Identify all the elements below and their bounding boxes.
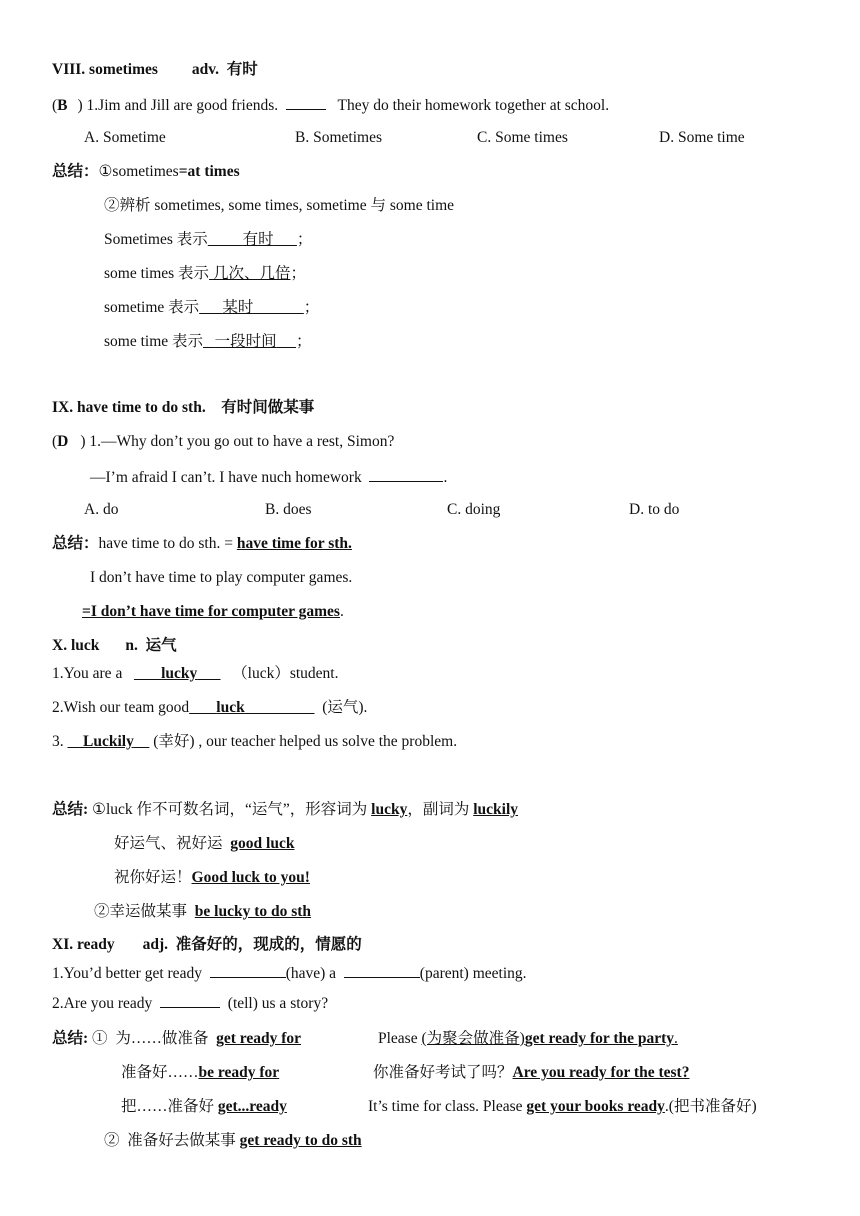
answer-letter: D (57, 433, 69, 450)
example-bold: get your books ready (526, 1098, 665, 1115)
question-8-1: (B ) 1.Jim and Jill are good friends. They do their homework together at school. (52, 94, 609, 116)
question-text: 1.You’d better get ready (52, 965, 202, 982)
option-c: C. Some times (477, 129, 568, 146)
meaning-end: ； (296, 231, 313, 248)
question-text: (tell) us a story? (227, 995, 329, 1012)
example-bold: Are you ready for the test? (512, 1064, 690, 1081)
heading-word: XI. ready (52, 936, 115, 953)
phrase-chinese: 准备好去做某事 (127, 1132, 236, 1149)
option-a: A. do (84, 501, 119, 518)
meaning-word: sometime 表示 (104, 299, 200, 316)
example-end: .(把书准备好) (664, 1098, 757, 1115)
phrase-chinese: 好运气、祝好运 (114, 835, 223, 852)
section-9-heading (52, 398, 314, 418)
question-11-1 (52, 962, 527, 984)
answer-filled (189, 699, 314, 716)
meaning-text: 有时 (242, 231, 274, 248)
example-11-2 (373, 1063, 689, 1083)
section-10-heading (52, 636, 177, 656)
summary-10-1 (52, 800, 518, 820)
summary-11-4 (104, 1131, 362, 1151)
summary-bold: luckily (473, 801, 519, 818)
summary-number: ② (104, 1132, 120, 1149)
example-sentence: I don’t have time to play computer games. (90, 569, 353, 586)
question-text: (have) a (285, 965, 337, 982)
meaning-answer (199, 299, 304, 316)
option-b: B. does (265, 501, 312, 518)
question-text: —I’m afraid I can’t. I have nuch homework (90, 469, 362, 486)
meaning-end: ； (290, 265, 306, 282)
question-text: ) 1.Jim and Jill are good friends. (77, 97, 279, 114)
meaning-word: some times 表示 (104, 265, 210, 282)
summary-8-2: ②辨析 sometimes, some times, sometime 与 some time (104, 197, 455, 214)
meaning-answer (208, 231, 297, 248)
question-text: 2.Wish our team good (52, 699, 190, 716)
summary-text: ①sometimes (98, 163, 179, 180)
meaning-answer (209, 265, 290, 282)
summary-text: have time to do sth. = (98, 535, 237, 552)
meaning-word: Sometimes 表示 (104, 231, 208, 248)
question-10-1 (52, 664, 338, 684)
example-text: It’s time for class. Please (368, 1098, 527, 1115)
meaning-row (104, 332, 312, 352)
option-c: C. doing (447, 501, 501, 518)
meaning-text: 某时 (222, 299, 254, 316)
meaning-row (104, 298, 319, 318)
phrase-english: be lucky to do sth (194, 903, 312, 920)
phrase-be-lucky (94, 902, 311, 922)
summary-label: 总结： (52, 163, 99, 180)
meaning-text: 几次、几倍 (212, 265, 291, 282)
answer-letter: B (57, 97, 68, 114)
question-text: They do their homework together at school. (337, 97, 610, 114)
answer-filled (68, 733, 150, 750)
phrase-english: get ready to do sth (239, 1132, 362, 1149)
heading-pos: adv. (191, 61, 220, 78)
meaning-answer (203, 333, 296, 350)
phrase-chinese: 准备好…… (121, 1064, 199, 1081)
phrase-english: good luck (230, 835, 295, 852)
section-8-heading (52, 60, 258, 80)
question-10-3 (52, 732, 457, 752)
example-chinese: (为聚会做准备) (421, 1030, 525, 1047)
example-end: . (339, 603, 344, 620)
answer-text: Luckily (83, 733, 134, 750)
example-end: . (674, 1030, 678, 1047)
summary-11-2 (121, 1063, 279, 1083)
heading-pos: adj. (142, 936, 168, 953)
option-a: A. Sometime (84, 129, 166, 146)
option-d: D. to do (629, 501, 680, 518)
question-10-2 (52, 698, 367, 718)
phrase-chinese: ②幸运做某事 (94, 903, 188, 920)
option-b: B. Sometimes (295, 129, 382, 146)
example-11-3 (368, 1097, 757, 1117)
question-11-2 (52, 992, 328, 1014)
question-text: 2.Are you ready (52, 995, 153, 1012)
phrase-chinese: 把……准备好 (121, 1098, 215, 1115)
phrase-good-luck (114, 834, 294, 854)
heading-word: IX. have time to do sth. (52, 399, 206, 416)
question-text: (parent) meeting. (419, 965, 527, 982)
answer-blank (369, 466, 443, 482)
heading-pos: n. (125, 637, 138, 654)
answer-blank (210, 962, 286, 978)
meaning-end: ； (296, 333, 312, 350)
example-11-1 (378, 1029, 678, 1049)
phrase-english: Good luck to you! (191, 869, 310, 886)
heading-chinese: 运气 (145, 637, 177, 654)
phrase-chinese: 祝你好运！ (114, 869, 192, 886)
question-text: (运气). (322, 699, 368, 716)
answer-text: lucky (161, 665, 198, 682)
phrase-wish (114, 868, 310, 888)
question-text: (幸好) , our teacher helped us solve the problem. (153, 733, 458, 750)
summary-bold: lucky (371, 801, 408, 818)
phrase-english: get ready for (216, 1030, 302, 1047)
answer-blank (160, 992, 220, 1008)
answer-filled (134, 665, 221, 682)
summary-number: ① (92, 1030, 108, 1047)
heading-word: X. luck (52, 637, 100, 654)
meaning-row (104, 264, 306, 284)
example-chinese: 你准备好考试了吗？ (373, 1064, 513, 1081)
heading-chinese: 准备好的，现成的，情愿的 (175, 936, 362, 953)
summary-8-1 (52, 162, 240, 182)
meaning-row (104, 230, 312, 250)
question-text: 3. (52, 733, 64, 750)
summary-11-1 (52, 1029, 301, 1049)
phrase-english: be ready for (198, 1064, 280, 1081)
summary-label: 总结： (52, 535, 99, 552)
answer-blank (344, 962, 420, 978)
example-bold: get ready for the party (524, 1030, 675, 1047)
heading-chinese: 有时间做某事 (221, 399, 315, 416)
phrase-english: get...ready (217, 1098, 287, 1115)
summary-bold: =at times (178, 163, 240, 180)
example-bold: =I don’t have time for computer games (82, 603, 340, 620)
question-text: 1.You are a (52, 665, 123, 682)
question-text: （luck）student. (232, 665, 339, 682)
heading-chinese: 有时 (226, 61, 258, 78)
question-text: ) 1.—Why don’t you go out to have a rest, Simon? (80, 433, 395, 450)
summary-label: 总结: (52, 1030, 89, 1047)
phrase-chinese: 为……做准备 (115, 1030, 209, 1047)
summary-bold: have time for sth. (236, 535, 352, 552)
meaning-word: some time 表示 (104, 333, 204, 350)
option-d: D. Some time (659, 129, 745, 146)
example-text: Please (378, 1030, 418, 1047)
summary-text: ，副词为 (407, 801, 474, 818)
question-9-1-reply: —I’m afraid I can’t. I have nuch homework . (90, 466, 447, 488)
heading-word: VIII. sometimes (52, 61, 158, 78)
meaning-end: ； (303, 299, 320, 316)
summary-text: ①luck 作不可数名词，“运气”，形容词为 (92, 801, 372, 818)
section-11-heading (52, 935, 362, 955)
answer-blank (286, 94, 326, 110)
summary-9 (52, 534, 352, 554)
answer-text: luck (216, 699, 245, 716)
summary-label: 总结: (52, 801, 89, 818)
question-9-1: (D ) 1.—Why don’t you go out to have a rest, Simon? (52, 433, 395, 450)
meaning-text: 一段时间 (214, 333, 277, 350)
summary-11-3 (121, 1097, 287, 1117)
example-rewrite (82, 602, 344, 622)
